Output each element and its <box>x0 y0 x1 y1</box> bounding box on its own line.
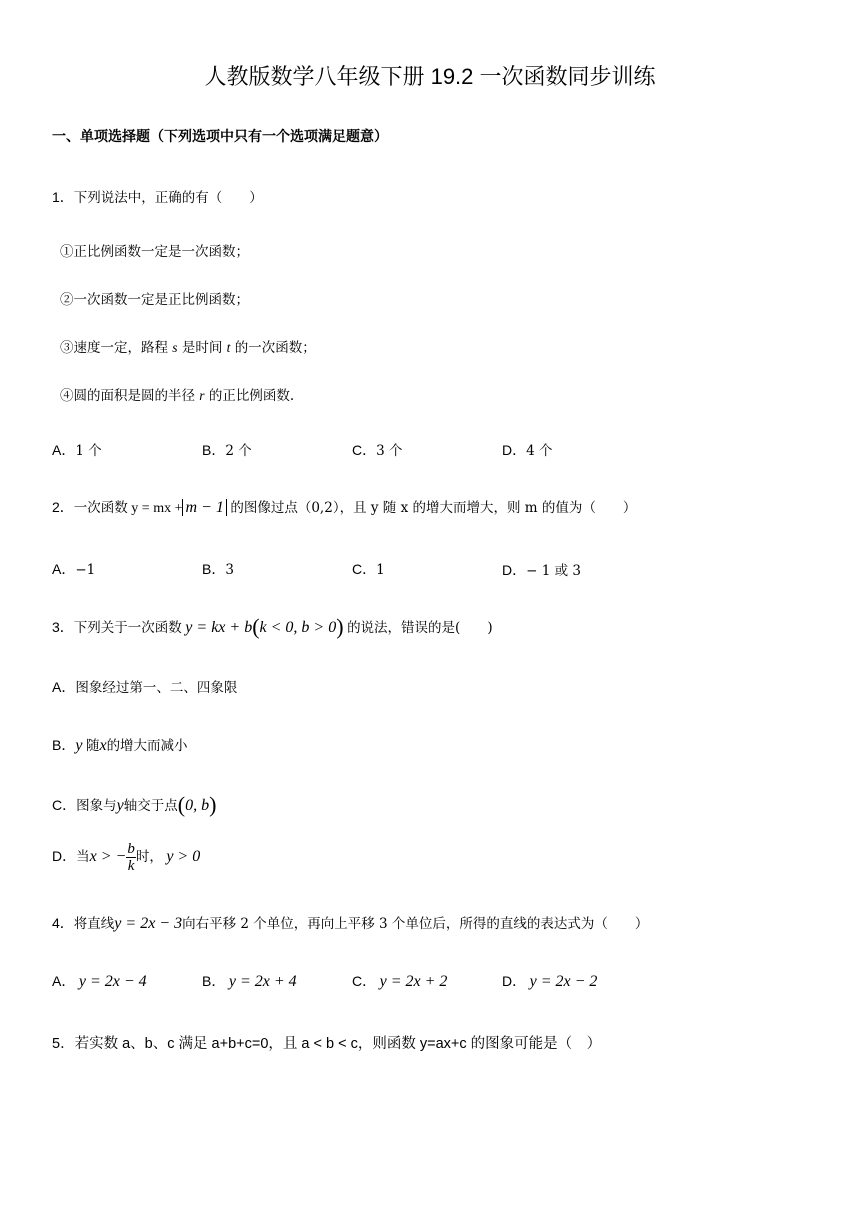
q2-option-c[interactable] <box>352 559 385 579</box>
formula: y = 2x − 3 <box>114 915 183 932</box>
question-text-a: 一次函数 <box>73 500 128 516</box>
variable-r: r <box>199 388 205 403</box>
section-heading: 一、单项选择题（下列选项中只有一个选项满足题意） <box>52 128 388 144</box>
option-text: 4 个 <box>526 443 553 459</box>
option-label: C． <box>52 797 77 813</box>
question-number: 2． <box>52 499 74 515</box>
option-text: 3 个 <box>376 443 403 459</box>
question-number: 1． <box>52 189 74 205</box>
option-label: B． <box>52 737 76 753</box>
option-text: 图象经过第一、二、四象限 <box>75 680 238 696</box>
inequality-x: x > − <box>89 848 127 866</box>
formula: y = kx + b <box>185 619 253 636</box>
q3-option-a[interactable] <box>52 676 237 697</box>
question-2 <box>52 496 636 517</box>
question-text-b: 向右平移 2 个单位，再向上平移 3 个单位后，所得的直线的表达式为（ ） <box>182 916 649 932</box>
q4-option-d[interactable] <box>502 971 597 991</box>
option-label: A． <box>52 442 76 458</box>
option-text-a: 随 <box>85 738 100 754</box>
statement-3-part-c: 的一次函数； <box>234 340 316 356</box>
variable-y: y <box>116 797 124 814</box>
option-text: 1 个 <box>75 443 102 459</box>
option-label: B． <box>202 561 226 577</box>
statement-4 <box>60 384 294 404</box>
fraction-denominator: k <box>127 858 135 874</box>
option-text-a: 图象与 <box>76 798 117 814</box>
inequality-y: y > 0 <box>166 848 201 866</box>
statement-4-part-a: ④圆的面积是圆的半径 <box>60 388 195 404</box>
question-3 <box>52 614 493 640</box>
q2-option-b[interactable] <box>202 559 234 579</box>
option-label: D． <box>502 562 527 578</box>
option-label: A． <box>52 679 76 695</box>
q2-option-d[interactable] <box>502 559 581 580</box>
point: 0, b <box>185 797 210 814</box>
statement-3-part-b: 是时间 <box>181 340 223 356</box>
variable-t: t <box>226 340 231 355</box>
option-formula: y = 2x + 2 <box>379 973 448 990</box>
option-text: 3 <box>225 562 234 578</box>
variable-y: y <box>75 737 83 754</box>
question-text-a: 下列关于一次函数 <box>73 620 182 636</box>
question-number: 3． <box>52 619 74 635</box>
fraction <box>126 842 136 874</box>
option-label: B． <box>202 442 226 458</box>
option-text-a: 当 <box>76 849 90 866</box>
statement-4-part-b: 的正比例函数. <box>208 388 295 404</box>
question-1 <box>52 186 263 207</box>
question-number: 5． <box>52 1036 75 1052</box>
q1-option-b[interactable] <box>202 439 252 460</box>
q4-option-c[interactable] <box>352 971 447 991</box>
option-text-b: 轴交于点 <box>123 798 178 814</box>
option-label: D． <box>502 442 527 458</box>
question-text-b: 的图像过点（0,2），且 y 随 x 的增大而增大，则 m 的值为（ ） <box>230 500 637 516</box>
option-text: 2 个 <box>225 443 252 459</box>
q1-option-a[interactable] <box>52 439 102 460</box>
option-formula: y = 2x + 4 <box>228 973 297 990</box>
option-label: D． <box>502 973 527 989</box>
option-label: D． <box>52 848 77 865</box>
q3-option-c[interactable] <box>52 792 216 818</box>
q4-option-a[interactable] <box>52 971 147 991</box>
paren-open-icon: ( <box>252 614 260 639</box>
paren-close-icon: ) <box>209 792 217 817</box>
condition: k < 0, b > 0 <box>259 619 337 636</box>
q2-option-a[interactable] <box>52 559 95 579</box>
question-number: 4． <box>52 915 74 931</box>
option-formula: y = 2x − 2 <box>529 973 598 990</box>
question-text: 下列说法中，正确的有（ ） <box>73 190 263 206</box>
question-text-b: 的说法，错误的是( ) <box>347 620 493 636</box>
statement-3 <box>60 336 316 356</box>
option-label: A． <box>52 973 76 989</box>
option-text: 1 <box>376 562 385 578</box>
question-text: 若实数 a、b、c 满足 a+b+c=0，且 a < b < c，则函数 y=ax+c 的图象可能是（ ） <box>74 1036 602 1052</box>
option-formula: y = 2x − 4 <box>78 973 147 990</box>
variable-s: s <box>172 340 178 355</box>
statement-2: ②一次函数一定是正比例函数； <box>60 292 249 308</box>
q3-option-b[interactable] <box>52 734 188 755</box>
option-label: C． <box>352 561 377 577</box>
option-text: −1 <box>75 562 96 578</box>
question-4 <box>52 912 648 933</box>
option-text-b: 的增大而减小 <box>106 738 188 754</box>
fraction-numerator: b <box>127 841 135 857</box>
option-label: C． <box>352 442 377 458</box>
variable-x: x <box>99 737 107 754</box>
statement-3-part-a: ③速度一定，路程 <box>60 340 168 356</box>
page-title: 人教版数学八年级下册 19.2 一次函数同步训练 <box>204 64 656 89</box>
q1-option-d[interactable] <box>502 439 553 460</box>
question-text-a: 将直线 <box>73 916 115 932</box>
paren-open-icon: ( <box>177 792 186 817</box>
option-label: B． <box>202 973 226 989</box>
option-text-b: 时， <box>135 849 163 866</box>
question-5 <box>52 1032 601 1053</box>
option-label: C． <box>352 973 377 989</box>
absolute-value: m − 1 <box>182 499 226 516</box>
q4-option-b[interactable] <box>202 971 297 991</box>
option-text: − 1 或 3 <box>526 563 581 579</box>
statement-1: ①正比例函数一定是一次函数； <box>60 244 249 260</box>
option-label: A． <box>52 561 76 577</box>
q1-option-c[interactable] <box>352 439 403 460</box>
formula: y = mx + <box>131 501 183 516</box>
paren-close-icon: ) <box>336 614 344 639</box>
q3-option-d[interactable] <box>52 842 200 874</box>
